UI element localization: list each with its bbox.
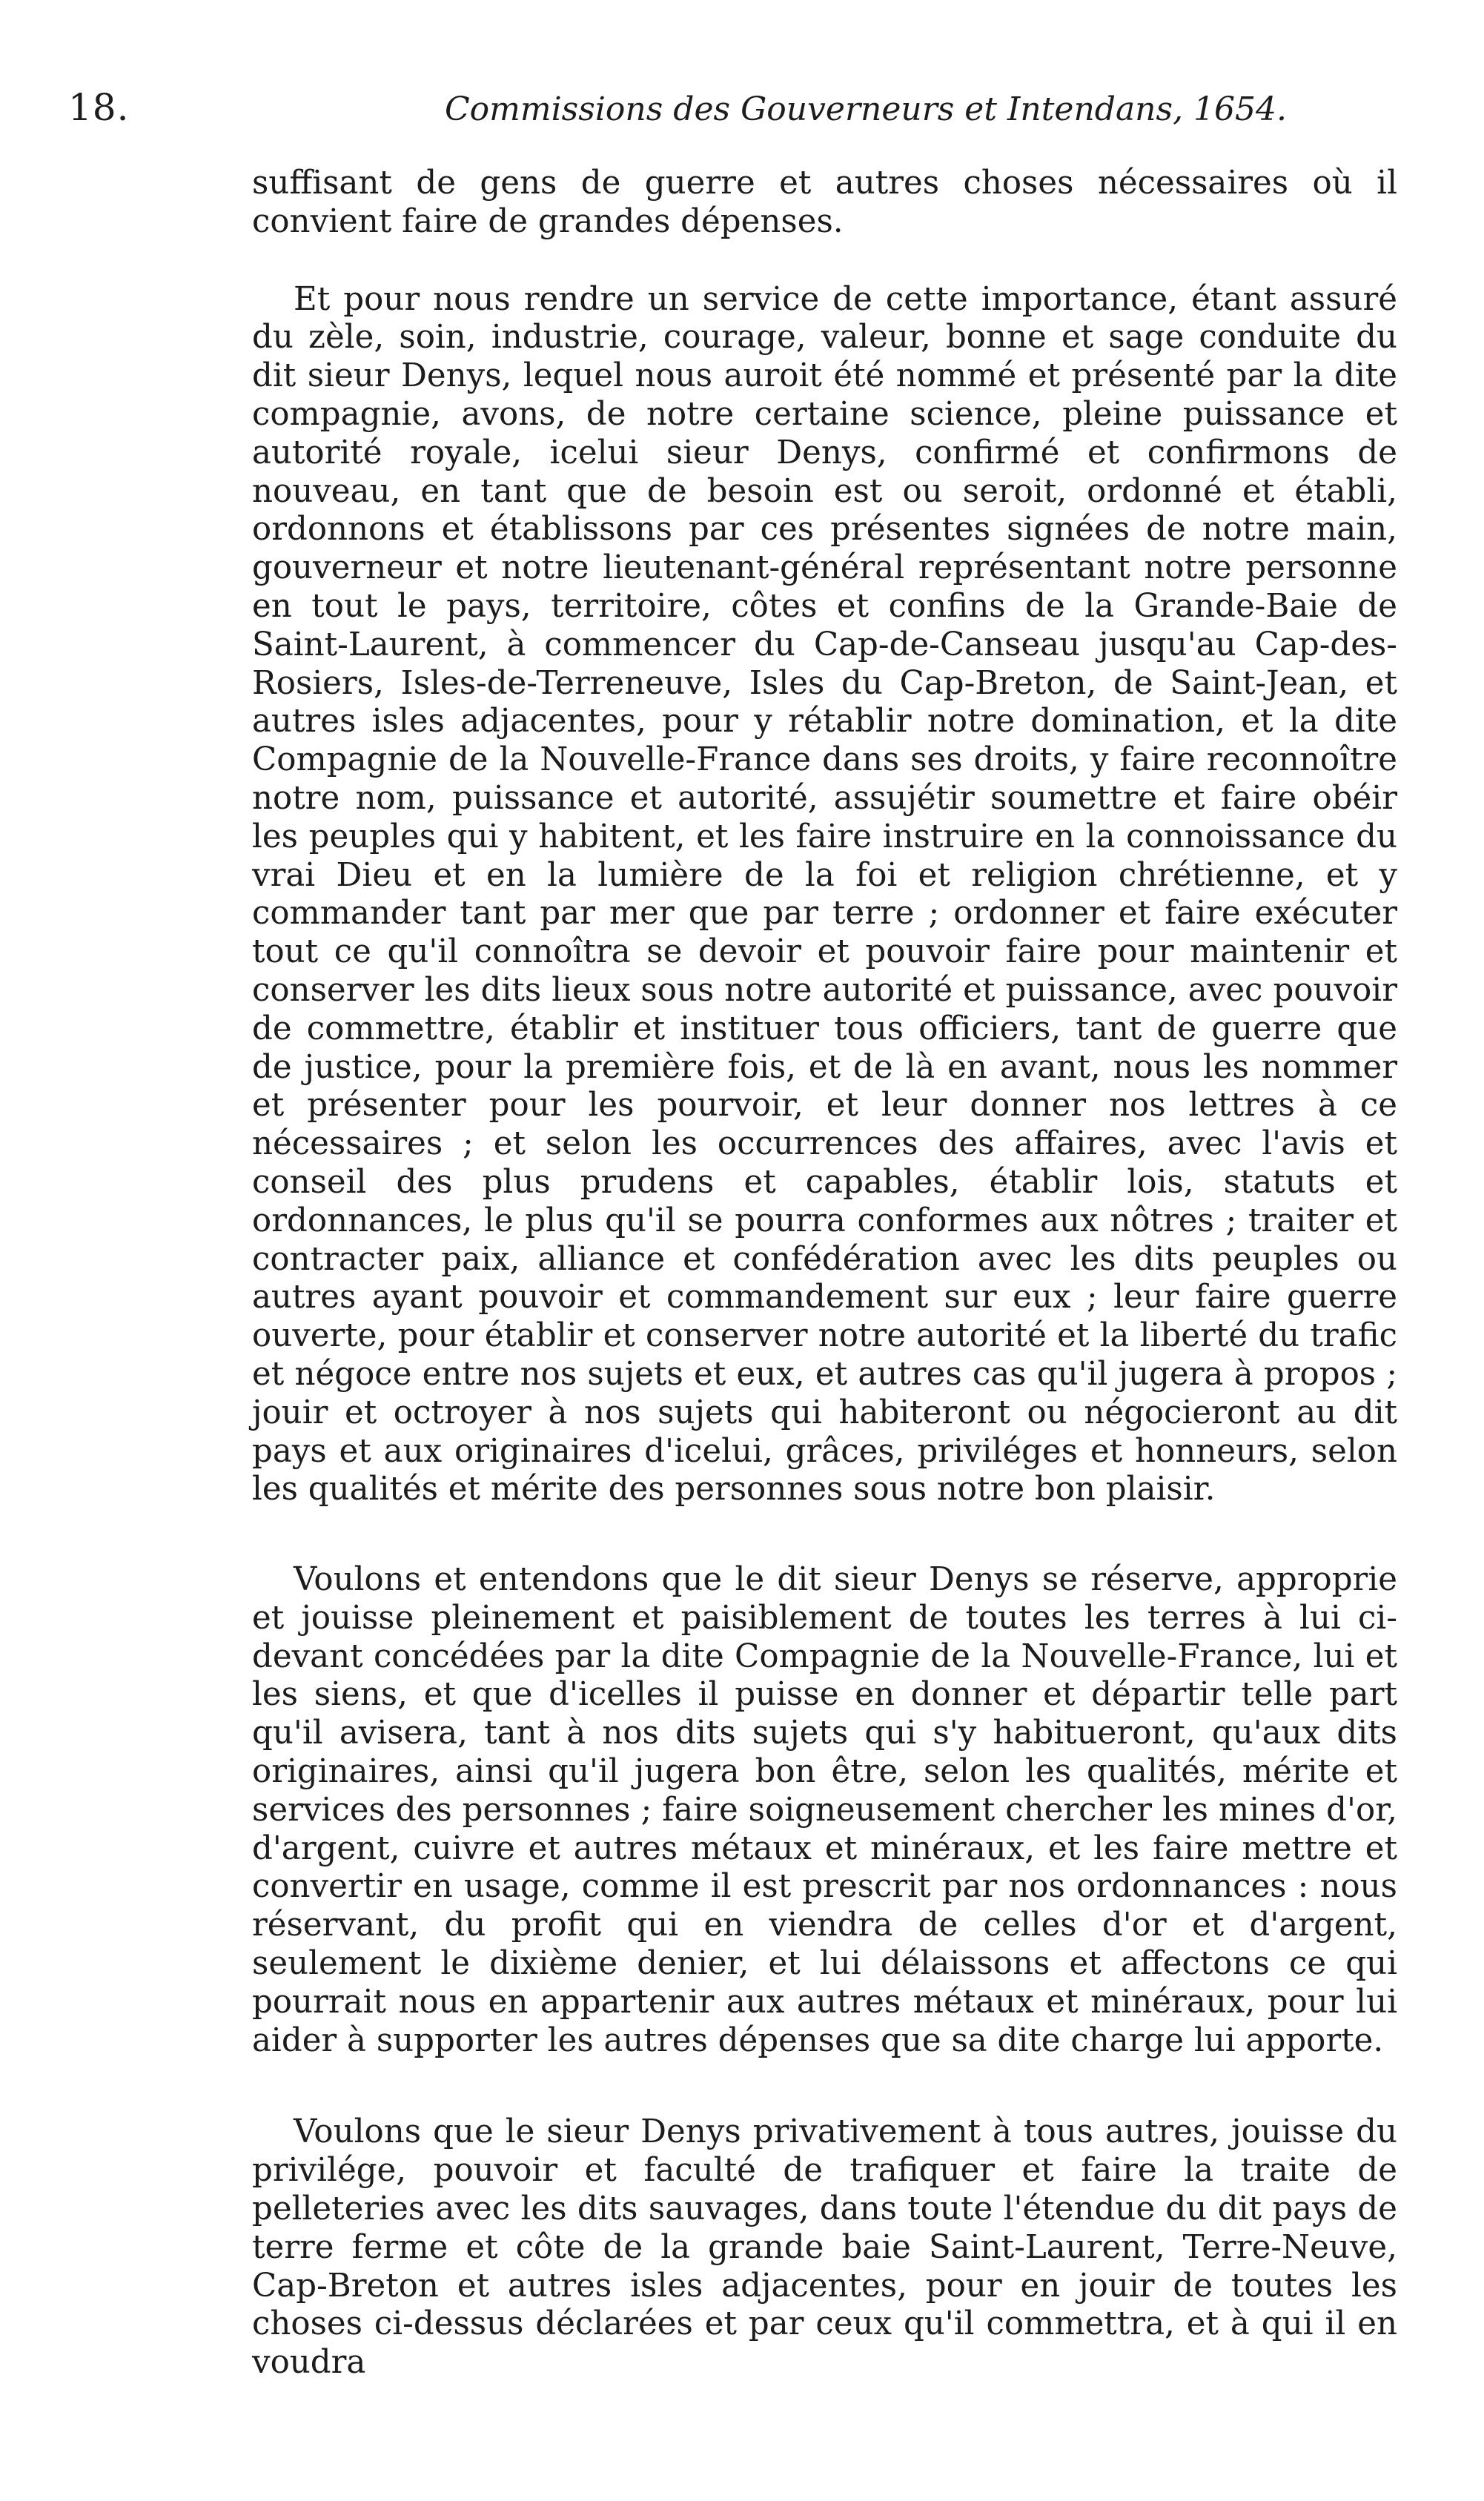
paragraph-continuation: suffisant de gens de guerre et autres choses nécessaires où il convient faire de grandes dépenses. [252, 165, 1397, 240]
page-number: 18. [68, 86, 130, 129]
paragraph-land-and-mines: Voulons et entendons que le dit sieur Denys se réserve, approprie et jouisse pleinement et paisiblement de toutes les terres à lui ci-devant concédées par la dite Compagnie de la Nouvelle-France, lui et les siens, et que d'icelles il puisse en donner et départir telle part qu'il avisera, tant à nos dits sujets qui s'y habitueront, qu'aux dits originaires, ainsi qu'il jugera bon être, selon les qualités, mérite et services des personnes ; faire soigneusement chercher les mines d'or, d'argent, cuivre et autres métaux et minéraux, et les faire mettre et convertir en usage, comme il est prescrit par nos ordonnances : nous réservant, du profit qui en viendra de celles d'or et d'argent, seulement le dixième denier, et lui délaissons et affectons ce qui pourrait nous en appartenir aux autres métaux et minéraux, pour lui aider à supporter les autres dépenses que sa dite charge lui apporte. [252, 1561, 1397, 2059]
paragraph-appointment: Et pour nous rendre un service de cette importance, étant assuré du zèle, soin, industrie, courage, valeur, bonne et sage conduite du dit sieur Denys, lequel nous auroit été nommé et présenté par la dite compagnie, avons, de notre certaine science, pleine puissance et autorité royale, icelui sieur Denys, confirmé et confirmons de nouveau, en tant que de besoin est ou seroit, ordonné et établi, ordonnons et établissons par ces présentes signées de notre main, gouverneur et notre lieutenant-général représentant notre personne en tout le pays, territoire, côtes et confins de la Grande-Baie de Saint-Laurent, à commencer du Cap-de-Canseau jusqu'au Cap-des-Rosiers, Isles-de-Terreneuve, Isles du Cap-Breton, de Saint-Jean, et autres isles adjacentes, pour y rétablir notre domination, et la dite Compagnie de la Nouvelle-France dans ses droits, y faire reconnoître notre nom, puissance et autorité, assujétir soumettre et faire obéir les peuples qui y habitent, et les faire instruire en la connoissance du vrai Dieu et en la lumière de la foi et religion chrétienne, et y commander tant par mer que par terre ; ordonner et faire exécuter tout ce qu'il connoîtra se devoir et pouvoir faire pour maintenir et conserver les dits lieux sous notre autorité et puissance, avec pouvoir de commettre, établir et instituer tous officiers, tant de guerre que de justice, pour la première fois, et de là en avant, nous les nommer et présenter pour les pourvoir, et leur donner nos lettres à ce nécessaires ; et selon les occurrences des affaires, avec l'avis et conseil des plus prudens et capables, établir lois, statuts et ordonnances, le plus qu'il se pourra conformes aux nôtres ; traiter et contracter paix, alliance et confédération avec les dits peuples ou autres ayant pouvoir et commandement sur eux ; leur faire guerre ouverte, pour établir et conserver notre autorité et la liberté du trafic et négoce entre nos sujets et eux, et autres cas qu'il jugera à propos ; jouir et octroyer à nos sujets qui habiteront ou négocieront au dit pays et aux originaires d'icelui, grâces, priviléges et honneurs, selon les qualités et mérite des personnes sous notre bon plaisir. [252, 280, 1397, 1508]
body-text [252, 165, 1397, 2382]
running-header: Commissions des Gouverneurs et Intendans, 1654. [445, 90, 1288, 128]
paragraph-fur-trade-privilege: Voulons que le sieur Denys privativement à tous autres, jouisse du privilége, pouvoir et faculté de trafiquer et faire la traite de pelleteries avec les dits sauvages, dans toute l'étendue du dit pays de terre ferme et côte de la grande baie Saint-Laurent, Terre-Neuve, Cap-Breton et autres isles adjacentes, pour en jouir de toutes les choses ci-dessus déclarées et par ceux qu'il commettra, et à qui il en voudra [252, 2113, 1397, 2382]
